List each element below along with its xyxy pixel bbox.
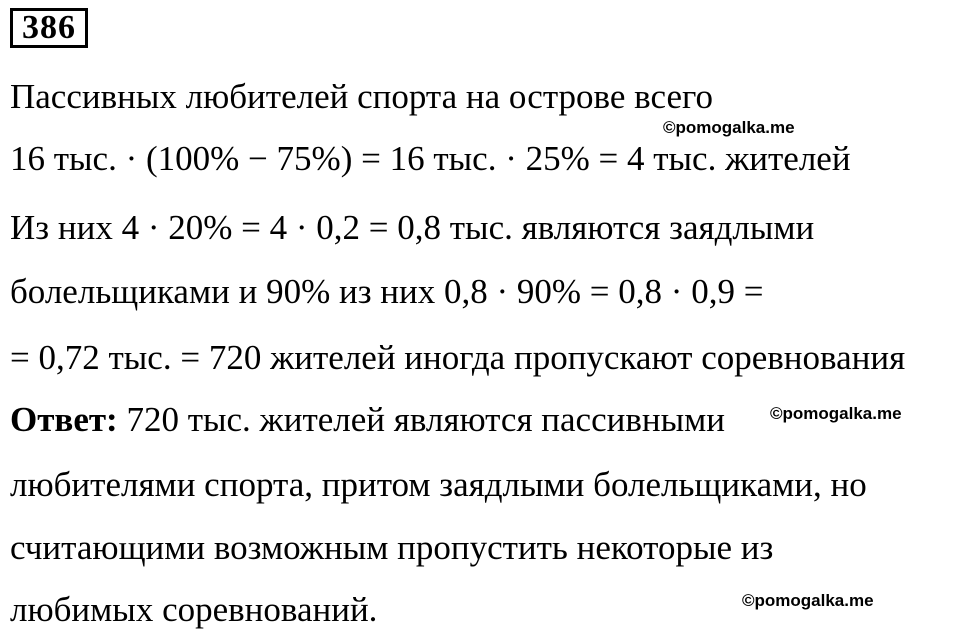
solution-line-5: = 0,72 тыс. = 720 жителей иногда пропускают соревнования — [10, 338, 906, 377]
answer-line — [10, 400, 725, 440]
answer-continuation-2: считающими возможным пропустить некоторые из — [10, 528, 774, 567]
watermark-1: ©pomogalka.me — [663, 118, 795, 137]
solution-line-1: Пассивных любителей спорта на острове всего — [10, 77, 713, 116]
watermark-3: ©pomogalka.me — [742, 591, 874, 610]
problem-number: 386 — [10, 8, 88, 48]
solution-line-3: Из них 4 · 20% = 4 · 0,2 = 0,8 тыс. являются заядлыми — [10, 208, 815, 247]
solution-line-4: болельщиками и 90% из них 0,8 · 90% = 0,8 · 0,9 = — [10, 272, 764, 311]
answer-continuation-3: любимых соревнований. — [10, 590, 378, 629]
answer-text: 720 тыс. жителей являются пассивными — [117, 400, 726, 439]
watermark-2: ©pomogalka.me — [770, 404, 902, 423]
solution-line-2: 16 тыс. · (100% − 75%) = 16 тыс. · 25% = 4 тыс. жителей — [10, 139, 851, 178]
answer-label: Ответ: — [10, 400, 118, 439]
answer-continuation-1: любителями спорта, притом заядлыми болельщиками, но — [10, 465, 867, 504]
